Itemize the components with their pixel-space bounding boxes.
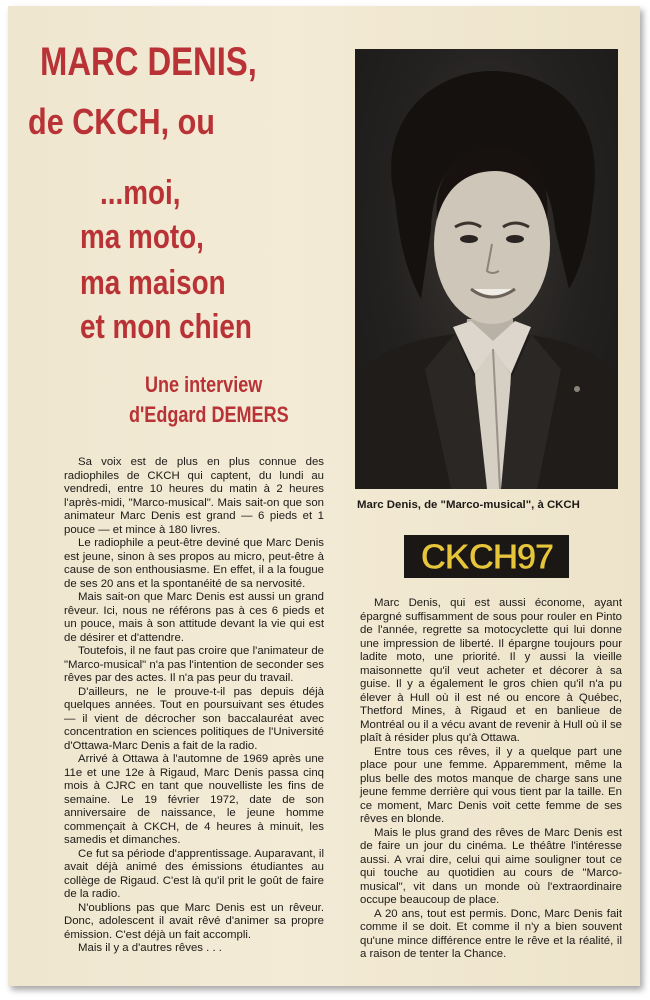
portrait-illustration — [355, 49, 618, 489]
headline-line-1: MARC DENIS, — [40, 40, 257, 84]
paragraph: A 20 ans, tout est permis. Donc, Marc Denis fait comme il se doit. Et comme il n'y a bien souvent qu'une mince différence entre le rêve et la réalité, il a raison de tenter la Chance. — [360, 907, 622, 960]
paragraph: Marc Denis, qui est aussi économe, ayant épargné suffisamment de sous pour rouler en Pinto de l'année, regrette sa motocyclette qui lui donne une impression de liberté. Il épargne toujours pour ladite moto, une priorité. Il y aussi la vieille maisonnette qu'il veut acheter et décorer à sa guise. Il y a également le gros chien qu'il n'a pu élever à Hull où il est né ou encore à Québec, Thetford Mines, à Rigaud et en banlieue de Montréal ou il a vécu avant de revenir à Hull où il se plaît à résider plus qu'à Ottawa. — [360, 597, 622, 744]
portrait-photo — [355, 49, 618, 489]
paragraph: Entre tous ces rêves, il y a quelque part une place pour une femme. Apparemment, même la plus belle des motos manque de charge sans une jeune femme derrière qui vous tient par la taille. En ce moment, Marc Denis voit cette femme de ses rêves en blonde. — [360, 745, 622, 825]
paragraph: Ce fut sa période d'apprentissage. Auparavant, il avait déjà animé des émissions étudiantes au collège de Rigaud. C'est là qu'il prit le goût de faire de la radio. — [64, 847, 324, 900]
photo-caption: Marc Denis, de "Marco-musical", à CKCH — [357, 499, 580, 511]
paragraph: D'ailleurs, ne le prouve-t-il pas depuis déjà quelques années. Tout en poursuivant ses études — il vient de décrocher son baccalauréat avec concentration en sciences politiques de l'Université d'Ottawa-Marc Denis a fait de la radio. — [64, 685, 324, 752]
headline-line-6: et mon chien — [80, 308, 252, 346]
logo-text: CKCH97 — [420, 535, 553, 577]
paragraph: Le radiophile a peut-être deviné que Marc Denis est jeune, sinon à ses propos au micro, peut-être à cause de son enthousiasme. En effet, il a la fougue de ses 20 ans et la spontanéité de sa nervosité. — [64, 537, 324, 590]
paragraph: Mais le plus grand des rêves de Marc Denis est de faire un jour du cinéma. Le théâtre l'intéresse aussi. A vrai dire, celui qui aime souligner tout ce qui touche au quotidien au cours de "Marco-musical", vit dans un monde où l'extraordinaire occupe beaucoup de place. — [360, 826, 622, 906]
paragraph: Toutefois, il ne faut pas croire que l'animateur de "Marco-musical" n'a pas l'intention de seconder ses rêves par des actes. Il n'a pas peur du travail. — [64, 645, 324, 684]
headline-line-3: ...moi, — [100, 174, 181, 212]
ckch-logo — [404, 535, 569, 578]
paragraph: Mais il y a d'autres rêves . . . — [78, 942, 222, 954]
byline-line-2: d'Edgard DEMERS — [129, 402, 289, 427]
headline-line-4: ma moto, — [80, 218, 204, 256]
paragraph: Sa voix est de plus en plus connue des radiophiles de CKCH qui captent, du lundi au vendredi, entre 10 heures du matin à 2 heures l'après-midi, "Marco-musical". Mais sait-on que son animateur Marc Denis est grand — 6 pieds et 1 pouce — et mince à 180 livres. — [64, 456, 324, 536]
paragraph: Mais sait-on que Marc Denis est aussi un grand rêveur. Ici, nous ne référons pas à ces 6 pieds et un pouce, mais à son attitude devant la vie qui est de désirer et d'attendre. — [64, 591, 324, 644]
headline-line-2: de CKCH, ou — [28, 101, 215, 142]
left-column-text — [64, 456, 324, 956]
headline-line-5: ma maison — [80, 264, 226, 302]
byline-line-1: Une interview — [145, 372, 263, 397]
newspaper-clipping — [8, 6, 640, 986]
right-column-text — [360, 597, 622, 962]
paragraph: N'oublions pas que Marc Denis est un rêveur. Donc, adolescent il avait rêvé d'animer sa propre émission. C'est déjà un fait accompli. — [64, 901, 324, 941]
paragraph: Arrivé à Ottawa à l'automne de 1969 après une 11e et une 12e à Rigaud, Marc Denis passa cinq mois à CJRC en tant que nouvelliste les fins de semaine. Le 19 février 1972, date de son anniversaire de naissance, le jeune homme commençait à CKCH, de 4 heures à minuit, les samedis et dimanches. — [64, 753, 324, 846]
